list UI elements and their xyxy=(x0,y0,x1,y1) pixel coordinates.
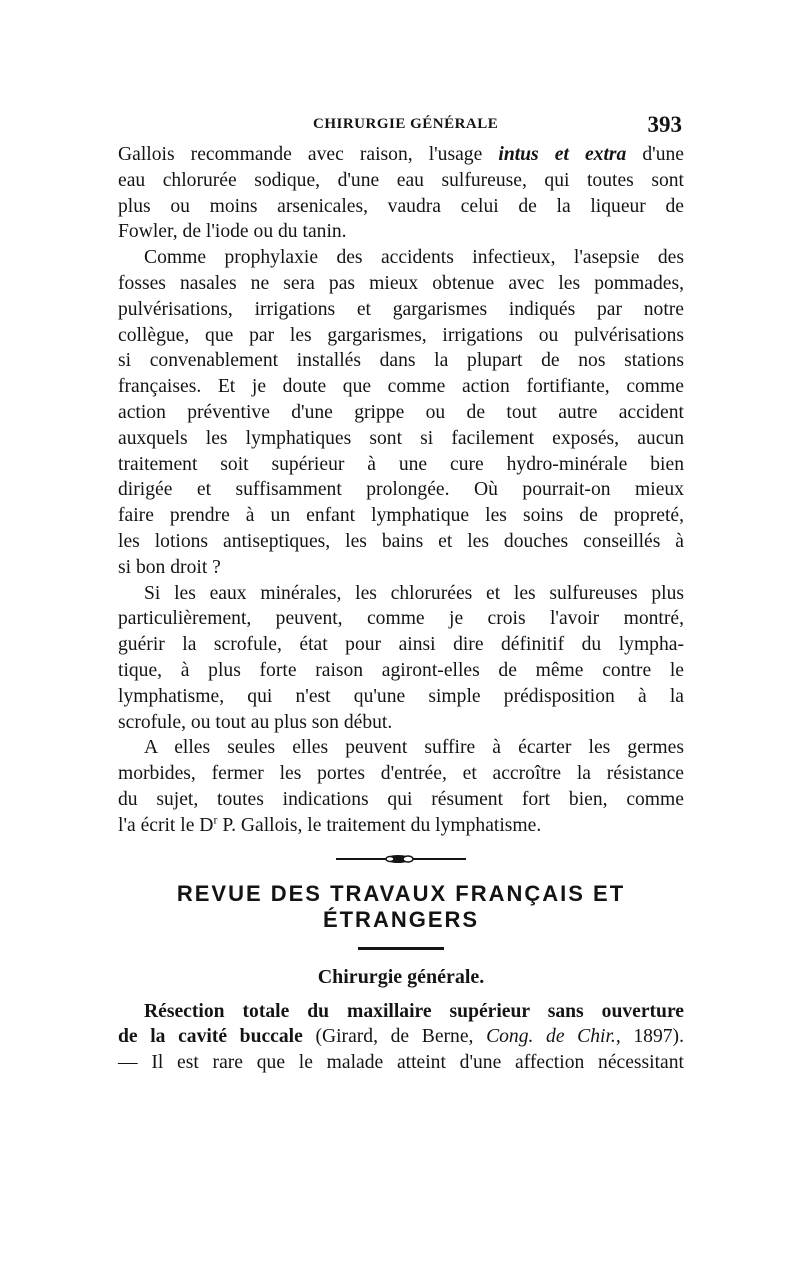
text-line: morbides, fermer les portes d'entrée, et accroître la résistance xyxy=(118,763,684,785)
text-line: particulièrement, peuvent, comme je crois l'avoir montré, xyxy=(118,608,684,630)
running-title: CHIRURGIE GÉNÉRALE xyxy=(313,116,499,132)
ornament-rule-icon xyxy=(336,851,466,867)
text-line: du sujet, toutes indications qui résument fort bien, comme xyxy=(118,788,684,810)
text-line: Si les eaux minérales, les chlorurées et les sulfureuses plus xyxy=(144,582,684,604)
text-line: guérir la scrofule, état pour ainsi dire définitif du lympha- xyxy=(118,634,684,656)
text-line: plus ou moins arsenicales, vaudra celui de la liqueur de xyxy=(118,195,684,217)
text-line: françaises. Et je doute que comme action fortifiante, comme xyxy=(118,376,684,398)
text-line xyxy=(118,813,684,839)
text-line: fosses nasales ne sera pas mieux obtenue avec les pommades, xyxy=(118,272,684,294)
paragraph-1 xyxy=(118,142,684,245)
text-span: (Girard, de Berne, xyxy=(302,1026,487,1048)
body-text xyxy=(118,142,684,839)
text-line xyxy=(118,1024,684,1050)
text-line: si convenablement installés dans la plupart de nos stations xyxy=(118,350,684,372)
text-line: scrofule, ou tout au plus son début. xyxy=(118,711,393,733)
text-span: l'a écrit le D xyxy=(118,814,214,836)
section-rule xyxy=(358,947,444,950)
text-line: Fowler, de l'iode ou du tanin. xyxy=(118,221,347,243)
entry-title-line: Résection totale du maxillaire supérieur sans ouverture xyxy=(144,1000,684,1022)
subsection-title: Chirurgie générale. xyxy=(317,965,485,988)
text-line: les lotions antiseptiques, les bains et les douches conseillés à xyxy=(118,530,684,552)
review-entry xyxy=(118,999,684,1076)
text-line: action préventive d'une grippe ou de tout autre accident xyxy=(118,401,684,423)
ornament-divider xyxy=(336,851,466,867)
text-span: Gallois recommande avec raison, l'usage xyxy=(118,144,499,165)
entry-title-end: de la cavité buccale xyxy=(118,1026,303,1048)
journal-name: Cong. de Chir. xyxy=(486,1026,616,1048)
page-number: 393 xyxy=(647,112,682,137)
text-span: d'une xyxy=(626,144,684,165)
text-line: lymphatisme, qui n'est qu'une simple prédisposition à la xyxy=(118,685,684,707)
paragraph-3 xyxy=(118,581,684,736)
text-line: eau chlorurée sodique, d'une eau sulfureuse, qui toutes sont xyxy=(118,169,684,191)
text-line: dirigée et suffisamment prolongée. Où pourrait-on mieux xyxy=(118,479,684,501)
text-line: tique, à plus forte raison agiront-elles de même contre le xyxy=(118,659,684,681)
text-span: , 1897). xyxy=(615,1026,684,1048)
text-line: auxquels les lymphatiques sont si facilement exposés, aucun xyxy=(118,427,684,449)
text-line: collègue, que par les gargarismes, irrigations ou pulvérisations xyxy=(118,324,684,346)
text-line: si bon droit ? xyxy=(118,556,221,578)
text-line xyxy=(118,142,684,168)
text-line: pulvérisations, irrigations et gargarismes indiqués par notre xyxy=(118,298,684,320)
superscript: r xyxy=(213,812,218,827)
section-title: REVUE DES TRAVAUX FRANÇAIS ET ÉTRANGERS xyxy=(176,880,626,932)
text-line: traitement soit supérieur à une cure hydro-minérale bien xyxy=(118,453,684,475)
text-line: faire prendre à un enfant lymphatique les soins de propreté, xyxy=(118,505,684,527)
text-line: — Il est rare que le malade atteint d'une affection nécessitant xyxy=(118,1052,684,1074)
paragraph-4 xyxy=(118,735,684,838)
running-head xyxy=(118,112,684,142)
text-line: Comme prophylaxie des accidents infectieux, l'asepsie des xyxy=(144,247,684,269)
italic-phrase: intus et extra xyxy=(498,144,627,165)
text-span: P. Gallois, le traitement du lymphatisme. xyxy=(217,814,542,836)
book-page xyxy=(118,112,684,1076)
text-line: A elles seules elles peuvent suffire à écarter les germes xyxy=(144,737,684,759)
paragraph-2 xyxy=(118,245,684,580)
